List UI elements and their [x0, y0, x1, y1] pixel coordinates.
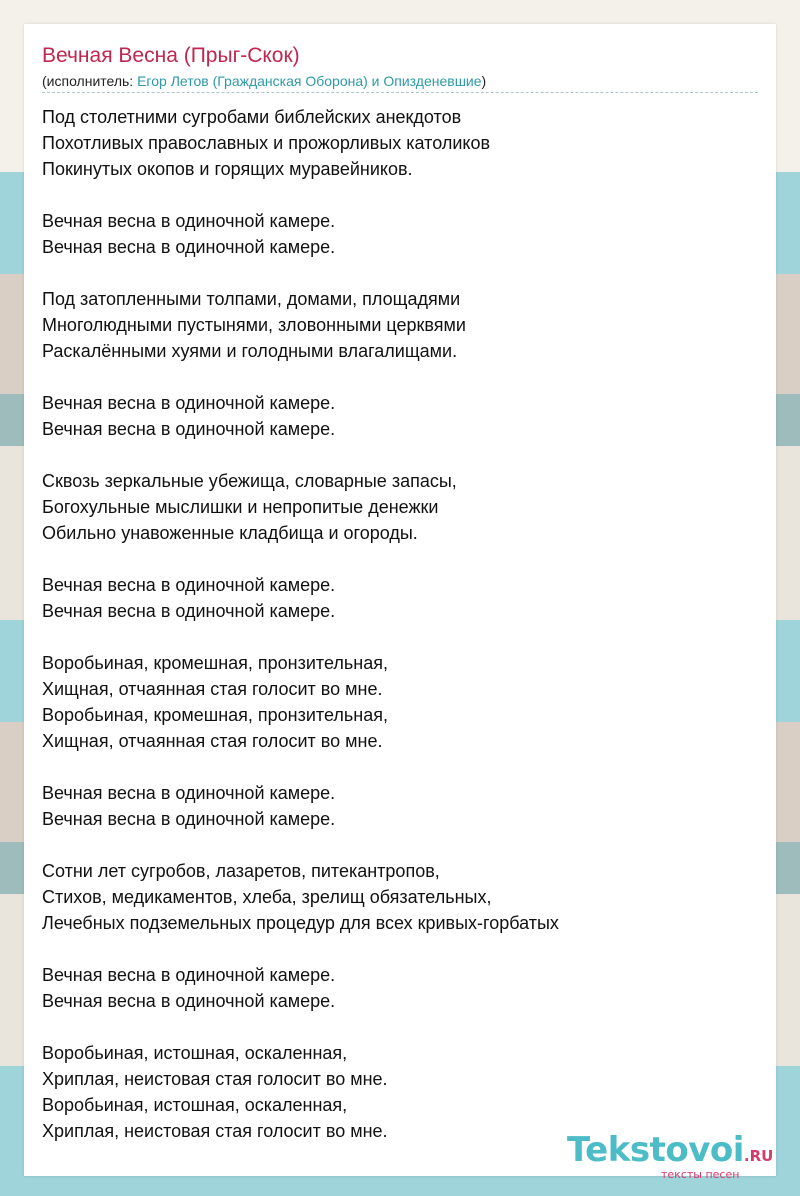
- performer-link[interactable]: Егор Летов (Гражданская Оборона) и Опизденевшие: [137, 73, 482, 89]
- lyric-line: Вечная весна в одиночной камере.: [42, 809, 336, 829]
- lyric-line: Воробьиная, кромешная, пронзительная,: [42, 705, 388, 725]
- stanza-gap: [42, 936, 758, 962]
- lyric-line: Многолюдными пустынями, зловонными церквями: [42, 315, 466, 335]
- lyric-line: Воробьиная, истошная, оскаленная,: [42, 1095, 348, 1115]
- lyric-line: Вечная весна в одиночной камере.: [42, 783, 336, 803]
- lyric-line: Сквозь зеркальные убежища, словарные запасы,: [42, 471, 457, 491]
- stanza-gap: [42, 442, 758, 468]
- logo-tagline: тексты песен: [661, 1168, 740, 1181]
- lyric-line: Хищная, отчаянная стая голосит во мне.: [42, 731, 383, 751]
- song-title: Вечная Весна (Прыг-Скок): [42, 44, 300, 67]
- lyric-line: Под столетними сугробами библейских анекдотов: [42, 107, 462, 127]
- lyrics-text: [42, 104, 758, 1144]
- performer-line: [42, 73, 486, 89]
- lyric-line: Стихов, медикаментов, хлеба, зрелищ обязательных,: [42, 887, 492, 907]
- lyric-line: Покинутых окопов и горящих муравейников.: [42, 159, 413, 179]
- lyric-line: Вечная весна в одиночной камере.: [42, 965, 336, 985]
- lyric-line: Воробьиная, истошная, оскаленная,: [42, 1043, 348, 1063]
- title-divider: [42, 92, 758, 93]
- lyric-line: Воробьиная, кромешная, пронзительная,: [42, 653, 388, 673]
- stanza-gap: [42, 1014, 758, 1040]
- site-logo[interactable]: [567, 1130, 774, 1181]
- lyric-line: Вечная весна в одиночной камере.: [42, 991, 336, 1011]
- lyric-line: Вечная весна в одиночной камере.: [42, 393, 336, 413]
- lyric-line: Хищная, отчаянная стая голосит во мне.: [42, 679, 383, 699]
- performer-suffix: ): [481, 73, 487, 89]
- stanza-gap: [42, 624, 758, 650]
- lyric-line: Лечебных подземельных процедур для всех кривых-горбатых: [42, 913, 559, 933]
- performer-prefix: (исполнитель:: [42, 73, 138, 89]
- stanza-gap: [42, 546, 758, 572]
- lyric-line: Вечная весна в одиночной камере.: [42, 237, 336, 257]
- lyric-line: Сотни лет сугробов, лазаретов, питекантропов,: [42, 861, 440, 881]
- lyric-line: Хриплая, неистовая стая голосит во мне.: [42, 1069, 388, 1089]
- lyric-line: Вечная весна в одиночной камере.: [42, 211, 336, 231]
- lyrics-card: [24, 24, 776, 1181]
- lyric-line: Вечная весна в одиночной камере.: [42, 575, 336, 595]
- lyric-line: Раскалёнными хуями и голодными влагалищами.: [42, 341, 458, 361]
- stanza-gap: [42, 182, 758, 208]
- lyric-line: Хриплая, неистовая стая голосит во мне.: [42, 1121, 388, 1141]
- stanza-gap: [42, 364, 758, 390]
- stanza-gap: [42, 832, 758, 858]
- lyric-line: Богохульные мыслишки и непропитые денежки: [42, 497, 439, 517]
- stanza-gap: [42, 260, 758, 286]
- logo-wordmark: Tekstovoi: [567, 1130, 744, 1170]
- lyric-line: Под затопленными толпами, домами, площадями: [42, 289, 461, 309]
- lyric-line: Обильно унавоженные кладбища и огороды.: [42, 523, 418, 543]
- lyric-line: Похотливых православных и прожорливых католиков: [42, 133, 491, 153]
- lyric-line: Вечная весна в одиночной камере.: [42, 601, 336, 621]
- stanza-gap: [42, 754, 758, 780]
- lyric-line: Вечная весна в одиночной камере.: [42, 419, 336, 439]
- logo-domain: .RU: [743, 1147, 774, 1165]
